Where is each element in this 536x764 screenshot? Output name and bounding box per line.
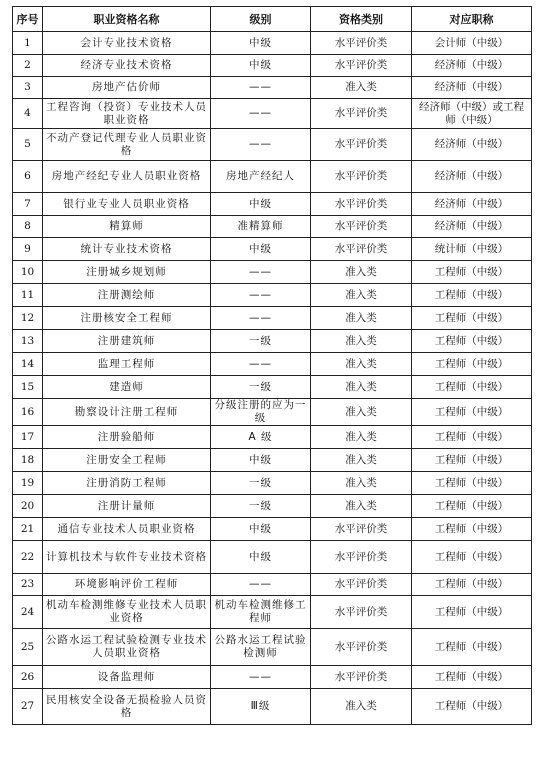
cell-level: —— [211, 574, 311, 596]
cell-corresponding-title: 经济师（中级） [412, 193, 532, 216]
table-row [13, 77, 532, 99]
cell-corresponding-title: 工程师（中级） [412, 330, 532, 353]
table-row [13, 284, 532, 307]
cell-qualification-name: 注册验船师 [43, 426, 211, 449]
cell-category: 水平评价类 [311, 99, 412, 129]
cell-serial-number: 14 [13, 353, 43, 376]
cell-category: 水平评价类 [311, 629, 412, 666]
cell-level: —— [211, 353, 311, 376]
cell-qualification-name: 会计专业技术资格 [43, 32, 211, 55]
table-row [13, 399, 532, 426]
cell-serial-number: 16 [13, 399, 43, 426]
cell-level: —— [211, 129, 311, 161]
cell-level: 机动车检测维修工程师 [211, 596, 311, 629]
table-header-row [13, 7, 532, 32]
cell-category: 水平评价类 [311, 129, 412, 161]
cell-corresponding-title: 经济师（中级） [412, 77, 532, 99]
cell-level: 中级 [211, 32, 311, 55]
header-level: 级别 [211, 7, 311, 32]
cell-serial-number: 23 [13, 574, 43, 596]
table-row [13, 55, 532, 77]
cell-serial-number: 25 [13, 629, 43, 666]
cell-serial-number: 11 [13, 284, 43, 307]
cell-serial-number: 22 [13, 541, 43, 574]
cell-corresponding-title: 工程师（中级） [412, 353, 532, 376]
table-row [13, 161, 532, 193]
cell-category: 准入类 [311, 495, 412, 518]
cell-level: 一级 [211, 472, 311, 495]
cell-qualification-name: 精算师 [43, 216, 211, 238]
cell-level: —— [211, 666, 311, 689]
cell-qualification-name: 民用核安全设备无损检验人员资格 [43, 689, 211, 725]
cell-qualification-name: 监理工程师 [43, 353, 211, 376]
table-row [13, 449, 532, 472]
cell-qualification-name: 计算机技术与软件专业技术资格 [43, 541, 211, 574]
cell-corresponding-title: 工程师（中级） [412, 376, 532, 399]
cell-category: 水平评价类 [311, 666, 412, 689]
cell-level: 中级 [211, 541, 311, 574]
cell-corresponding-title: 工程师（中级） [412, 629, 532, 666]
cell-qualification-name: 注册测绘师 [43, 284, 211, 307]
cell-serial-number: 18 [13, 449, 43, 472]
cell-category: 水平评价类 [311, 596, 412, 629]
table-row [13, 216, 532, 238]
cell-serial-number: 4 [13, 99, 43, 129]
table-row [13, 518, 532, 541]
cell-serial-number: 17 [13, 426, 43, 449]
cell-serial-number: 26 [13, 666, 43, 689]
table-row [13, 666, 532, 689]
cell-category: 水平评价类 [311, 541, 412, 574]
cell-qualification-name: 注册城乡规划师 [43, 261, 211, 284]
cell-level: 中级 [211, 518, 311, 541]
cell-serial-number: 2 [13, 55, 43, 77]
cell-qualification-name: 经济专业技术资格 [43, 55, 211, 77]
cell-qualification-name: 统计专业技术资格 [43, 238, 211, 261]
cell-qualification-name: 通信专业技术人员职业资格 [43, 518, 211, 541]
cell-serial-number: 7 [13, 193, 43, 216]
cell-corresponding-title: 经济师（中级） [412, 216, 532, 238]
cell-qualification-name: 勘察设计注册工程师 [43, 399, 211, 426]
cell-corresponding-title: 会计师（中级） [412, 32, 532, 55]
cell-category: 准入类 [311, 399, 412, 426]
cell-corresponding-title: 工程师（中级） [412, 261, 532, 284]
cell-category: 准入类 [311, 284, 412, 307]
table-row [13, 307, 532, 330]
cell-category: 准入类 [311, 330, 412, 353]
cell-qualification-name: 公路水运工程试验检测专业技术人员职业资格 [43, 629, 211, 666]
cell-corresponding-title: 工程师（中级） [412, 666, 532, 689]
cell-level: —— [211, 77, 311, 99]
table-row [13, 129, 532, 161]
cell-corresponding-title: 经济师（中级）或工程师（中级） [412, 99, 532, 129]
table-row [13, 426, 532, 449]
cell-qualification-name: 工程咨询（投资）专业技术人员职业资格 [43, 99, 211, 129]
cell-corresponding-title: 工程师（中级） [412, 307, 532, 330]
cell-corresponding-title: 工程师（中级） [412, 574, 532, 596]
cell-qualification-name: 银行业专业人员职业资格 [43, 193, 211, 216]
cell-corresponding-title: 工程师（中级） [412, 399, 532, 426]
cell-level: —— [211, 261, 311, 284]
cell-category: 准入类 [311, 472, 412, 495]
cell-qualification-name: 注册安全工程师 [43, 449, 211, 472]
cell-level: 中级 [211, 193, 311, 216]
cell-level: 一级 [211, 495, 311, 518]
cell-category: 水平评价类 [311, 55, 412, 77]
header-qualification-name: 职业资格名称 [43, 7, 211, 32]
cell-serial-number: 15 [13, 376, 43, 399]
table-row [13, 99, 532, 129]
cell-corresponding-title: 经济师（中级） [412, 55, 532, 77]
cell-level: 房地产经纪人 [211, 161, 311, 193]
cell-category: 水平评价类 [311, 574, 412, 596]
cell-level: A 级 [211, 426, 311, 449]
cell-corresponding-title: 工程师（中级） [412, 449, 532, 472]
cell-qualification-name: 不动产登记代理专业人员职业资格 [43, 129, 211, 161]
cell-corresponding-title: 工程师（中级） [412, 541, 532, 574]
cell-category: 准入类 [311, 449, 412, 472]
cell-level: 中级 [211, 449, 311, 472]
cell-corresponding-title: 工程师（中级） [412, 495, 532, 518]
cell-category: 准入类 [311, 353, 412, 376]
cell-qualification-name: 建造师 [43, 376, 211, 399]
table-row [13, 596, 532, 629]
table-row [13, 574, 532, 596]
cell-category: 水平评价类 [311, 216, 412, 238]
cell-corresponding-title: 工程师（中级） [412, 689, 532, 725]
table-row [13, 353, 532, 376]
cell-level: Ⅲ级 [211, 689, 311, 725]
cell-category: 水平评价类 [311, 32, 412, 55]
table-row [13, 689, 532, 725]
cell-serial-number: 10 [13, 261, 43, 284]
cell-qualification-name: 房地产估价师 [43, 77, 211, 99]
cell-qualification-name: 设备监理师 [43, 666, 211, 689]
cell-serial-number: 19 [13, 472, 43, 495]
cell-corresponding-title: 工程师（中级） [412, 284, 532, 307]
table-row [13, 238, 532, 261]
table-row [13, 495, 532, 518]
cell-level: 分级注册的应为一级 [211, 399, 311, 426]
cell-category: 水平评价类 [311, 193, 412, 216]
cell-category: 准入类 [311, 77, 412, 99]
cell-corresponding-title: 工程师（中级） [412, 518, 532, 541]
cell-corresponding-title: 工程师（中级） [412, 426, 532, 449]
cell-corresponding-title: 经济师（中级） [412, 161, 532, 193]
cell-serial-number: 13 [13, 330, 43, 353]
cell-category: 准入类 [311, 307, 412, 330]
cell-qualification-name: 注册核安全工程师 [43, 307, 211, 330]
cell-serial-number: 9 [13, 238, 43, 261]
cell-category: 准入类 [311, 426, 412, 449]
header-qualification-category: 资格类别 [311, 7, 412, 32]
cell-level: 准精算师 [211, 216, 311, 238]
cell-category: 准入类 [311, 689, 412, 725]
cell-corresponding-title: 统计师（中级） [412, 238, 532, 261]
cell-category: 水平评价类 [311, 518, 412, 541]
cell-serial-number: 27 [13, 689, 43, 725]
table-row [13, 330, 532, 353]
table-row [13, 193, 532, 216]
cell-serial-number: 1 [13, 32, 43, 55]
cell-level: 公路水运工程试验检测师 [211, 629, 311, 666]
cell-serial-number: 24 [13, 596, 43, 629]
header-serial-number: 序号 [13, 7, 43, 32]
cell-serial-number: 8 [13, 216, 43, 238]
qualification-table [12, 6, 532, 725]
cell-qualification-name: 环境影响评价工程师 [43, 574, 211, 596]
cell-serial-number: 5 [13, 129, 43, 161]
cell-qualification-name: 注册建筑师 [43, 330, 211, 353]
cell-serial-number: 12 [13, 307, 43, 330]
cell-level: 中级 [211, 55, 311, 77]
header-corresponding-title: 对应职称 [412, 7, 532, 32]
cell-category: 水平评价类 [311, 238, 412, 261]
table-body [13, 32, 532, 725]
cell-corresponding-title: 经济师（中级） [412, 129, 532, 161]
table-row [13, 261, 532, 284]
cell-qualification-name: 房地产经纪专业人员职业资格 [43, 161, 211, 193]
cell-category: 水平评价类 [311, 161, 412, 193]
cell-level: 中级 [211, 238, 311, 261]
cell-level: —— [211, 307, 311, 330]
cell-qualification-name: 注册计量师 [43, 495, 211, 518]
table-row [13, 541, 532, 574]
cell-corresponding-title: 工程师（中级） [412, 596, 532, 629]
cell-serial-number: 6 [13, 161, 43, 193]
table-row [13, 472, 532, 495]
table-row [13, 32, 532, 55]
cell-qualification-name: 注册消防工程师 [43, 472, 211, 495]
cell-serial-number: 3 [13, 77, 43, 99]
cell-level: —— [211, 99, 311, 129]
cell-corresponding-title: 工程师（中级） [412, 472, 532, 495]
table-row [13, 376, 532, 399]
cell-level: 一级 [211, 376, 311, 399]
cell-serial-number: 21 [13, 518, 43, 541]
table-row [13, 629, 532, 666]
cell-level: 一级 [211, 330, 311, 353]
cell-level: —— [211, 284, 311, 307]
cell-category: 准入类 [311, 376, 412, 399]
cell-qualification-name: 机动车检测维修专业技术人员职业资格 [43, 596, 211, 629]
cell-serial-number: 20 [13, 495, 43, 518]
cell-category: 准入类 [311, 261, 412, 284]
